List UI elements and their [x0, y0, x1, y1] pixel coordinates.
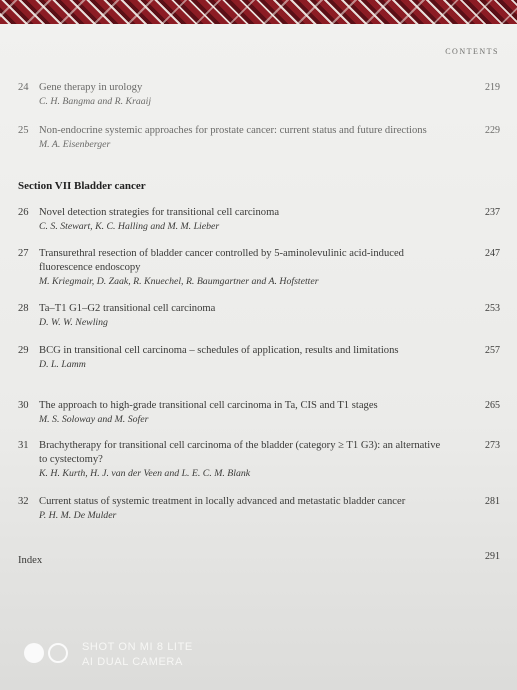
- chapter-title: Brachytherapy for transitional cell carcinoma of the bladder (category ≥ T1 G3): an alternative to cystectomy?: [39, 440, 441, 465]
- chapter-number: 30: [18, 400, 29, 411]
- toc-entry-30[interactable]: [18, 399, 500, 427]
- chapter-page: 253: [485, 303, 500, 314]
- toc-entry-26[interactable]: [18, 206, 500, 234]
- chapter-authors: M. Kriegmair, D. Zaak, R. Knuechel, R. Baumgartner and A. Hofstetter: [39, 276, 319, 287]
- chapter-number: 25: [18, 125, 29, 136]
- toc-entry-29[interactable]: [18, 344, 500, 372]
- running-header: CONTENTS: [445, 47, 499, 56]
- chapter-authors: C. H. Bangma and R. Kraaij: [39, 96, 152, 107]
- chapter-title: Novel detection strategies for transitional cell carcinoma: [39, 207, 280, 218]
- toc-entry-24[interactable]: [18, 81, 500, 109]
- chapter-page: 237: [485, 207, 500, 218]
- chapter-page: 219: [485, 82, 500, 93]
- chapter-number: 26: [18, 207, 29, 218]
- chapter-authors: K. H. Kurth, H. J. van der Veen and L. E. C. M. Blank: [39, 468, 251, 479]
- chapter-number: 29: [18, 345, 29, 356]
- chapter-authors: D. L. Lamm: [39, 359, 86, 370]
- chapter-page: 257: [485, 345, 500, 356]
- toc-entry-32[interactable]: [18, 495, 500, 523]
- camera-ring-icon: [48, 643, 68, 663]
- chapter-title: BCG in transitional cell carcinoma – schedules of application, results and limitations: [39, 345, 399, 356]
- chapter-title: Ta–T1 G1–G2 transitional cell carcinoma: [39, 303, 216, 314]
- tartan-pattern-overlay: [0, 0, 517, 24]
- chapter-page: 273: [485, 440, 500, 451]
- camera-dot-icon: [24, 643, 44, 663]
- toc-entry-25[interactable]: [18, 124, 500, 152]
- watermark-line-2: AI DUAL CAMERA: [82, 656, 183, 668]
- toc-entry-28[interactable]: [18, 302, 500, 330]
- index-page: 291: [485, 551, 500, 562]
- chapter-authors: C. S. Stewart, K. C. Halling and M. M. Lieber: [39, 221, 220, 232]
- toc-entry-31[interactable]: [18, 439, 500, 481]
- chapter-authors: P. H. M. De Mulder: [39, 510, 117, 521]
- chapter-title: Transurethral resection of bladder cancer controlled by 5-aminolevulinic acid-induced fluorescence endoscopy: [39, 248, 404, 273]
- chapter-title: Current status of systemic treatment in locally advanced and metastatic bladder cancer: [39, 496, 406, 507]
- chapter-page: 247: [485, 248, 500, 259]
- chapter-authors: M. A. Eisenberger: [39, 139, 111, 150]
- chapter-number: 28: [18, 303, 29, 314]
- section-heading: Section VII Bladder cancer: [18, 180, 146, 192]
- toc-entry-27[interactable]: [18, 247, 500, 289]
- chapter-page: 281: [485, 496, 500, 507]
- chapter-number: 31: [18, 440, 29, 451]
- chapter-authors: M. S. Soloway and M. Sofer: [39, 414, 149, 425]
- chapter-number: 27: [18, 248, 29, 259]
- chapter-number: 32: [18, 496, 29, 507]
- chapter-page: 229: [485, 125, 500, 136]
- watermark-line-1: SHOT ON MI 8 LITE: [82, 641, 193, 653]
- chapter-page: 265: [485, 400, 500, 411]
- chapter-title: Gene therapy in urology: [39, 82, 143, 93]
- chapter-authors: D. W. W. Newling: [39, 317, 108, 328]
- chapter-number: 24: [18, 82, 29, 93]
- chapter-title: Non-endocrine systemic approaches for prostate cancer: current status and future directions: [39, 125, 427, 136]
- chapter-title: The approach to high-grade transitional cell carcinoma in Ta, CIS and T1 stages: [39, 400, 378, 411]
- index-label[interactable]: Index: [18, 555, 43, 566]
